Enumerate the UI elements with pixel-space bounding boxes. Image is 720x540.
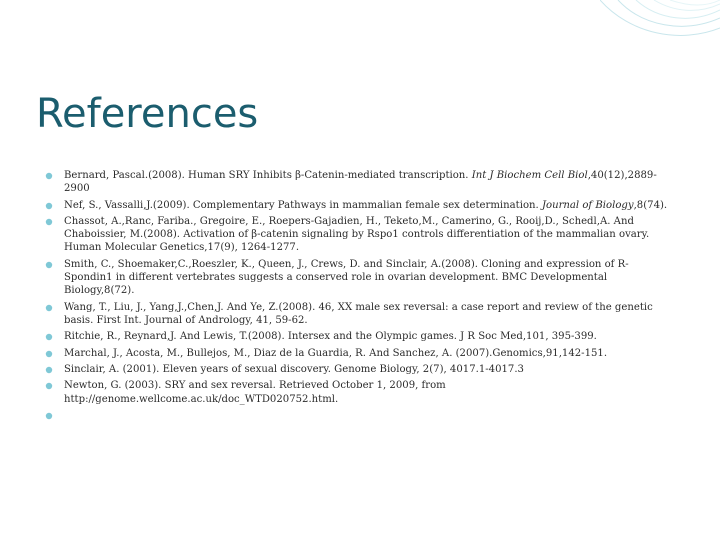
reference-text	[64, 363, 675, 376]
reference-item	[45, 301, 675, 327]
bullet-icon	[45, 350, 53, 358]
reference-segment: ,8(74).	[633, 199, 668, 211]
reference-segment: Marchal, J., Acosta, M., Bullejos, M., Diaz de la Guardia, R. And Sanchez, A. (2007).Genomics,91,142-151.	[64, 347, 608, 359]
bullet-icon	[45, 304, 53, 312]
reference-segment: Ritchie, R., Reynard,J. And Lewis, T.(2008). Intersex and the Olympic games. J R Soc Med,101, 395-399.	[64, 331, 597, 343]
reference-segment: Sinclair, A. (2001). Eleven years of sexual discovery. Genome Biology, 2(7), 4017.1-4017.3	[64, 363, 524, 375]
reference-text	[64, 330, 675, 343]
reference-item	[45, 347, 675, 360]
reference-segment: Smith, C., Shoemaker,C.,Roeszler, K., Queen, J., Crews, D. and Sinclair, A.(2008). Cloning and expression of R-Spondin1 in different vertebrates suggests a conserved role in ovarian development. BMC Developmental Biology,8(72).	[64, 258, 629, 297]
reference-text	[64, 215, 675, 255]
bullet-icon	[45, 202, 53, 210]
reference-text	[64, 379, 675, 405]
page-title: References	[36, 91, 259, 137]
reference-segment: Nef, S., Vassalli,J.(2009). Complementary Pathways in mammalian female sex determination.	[64, 199, 542, 211]
reference-segment: Chassot, A.,Ranc, Fariba., Gregoire, E., Roepers-Gajadien, H., Teketo,M., Camerino, G., Rooij,D., Schedl,A. And Chaboissier, M.(2008). Activation of β-catenin signaling by Rspo1 controls differentiation of the mammalian ovary. Human Molecular Genetics,17(9), 1264-1277.	[64, 215, 650, 254]
bullet-icon	[45, 218, 53, 226]
bullet-icon	[45, 366, 53, 374]
reference-text	[64, 258, 675, 298]
reference-segment: Newton, G. (2003). SRY and sex reversal. Retrieved October 1, 2009, from http://genome.wellcome.ac.uk/doc_WTD020752.html.	[64, 380, 446, 405]
reference-item	[45, 169, 675, 195]
journal-title: Journal of Biology	[541, 199, 634, 211]
bullet-icon	[45, 333, 53, 341]
reference-text	[64, 199, 675, 212]
bullet-icon	[45, 412, 53, 420]
bullet-icon	[45, 261, 53, 269]
journal-title: Int J Biochem Cell Biol	[471, 170, 588, 181]
reference-item	[45, 215, 675, 255]
reference-segment: Bernard, Pascal.(2008). Human SRY Inhibits β-Catenin-mediated transcription.	[64, 170, 472, 181]
reference-text	[64, 301, 675, 327]
reference-segment: ,40(12),2889-2900	[64, 170, 657, 195]
reference-item	[45, 258, 675, 298]
reference-item	[45, 363, 675, 376]
corner-decoration	[600, 0, 720, 64]
reference-item	[45, 409, 675, 422]
bullet-icon	[45, 172, 53, 180]
reference-text	[64, 169, 675, 195]
reference-item	[45, 379, 675, 405]
reference-text	[64, 409, 675, 422]
reference-text	[64, 347, 675, 360]
reference-item	[45, 330, 675, 343]
reference-item	[45, 199, 675, 212]
reference-list	[45, 169, 675, 425]
reference-segment: Wang, T., Liu, J., Yang,J.,Chen,J. And Ye, Z.(2008). 46, XX male sex reversal: a case report and review of the genetic basis. First Int. Journal of Andrology, 41, 59-62.	[64, 301, 653, 326]
bullet-icon	[45, 382, 53, 390]
